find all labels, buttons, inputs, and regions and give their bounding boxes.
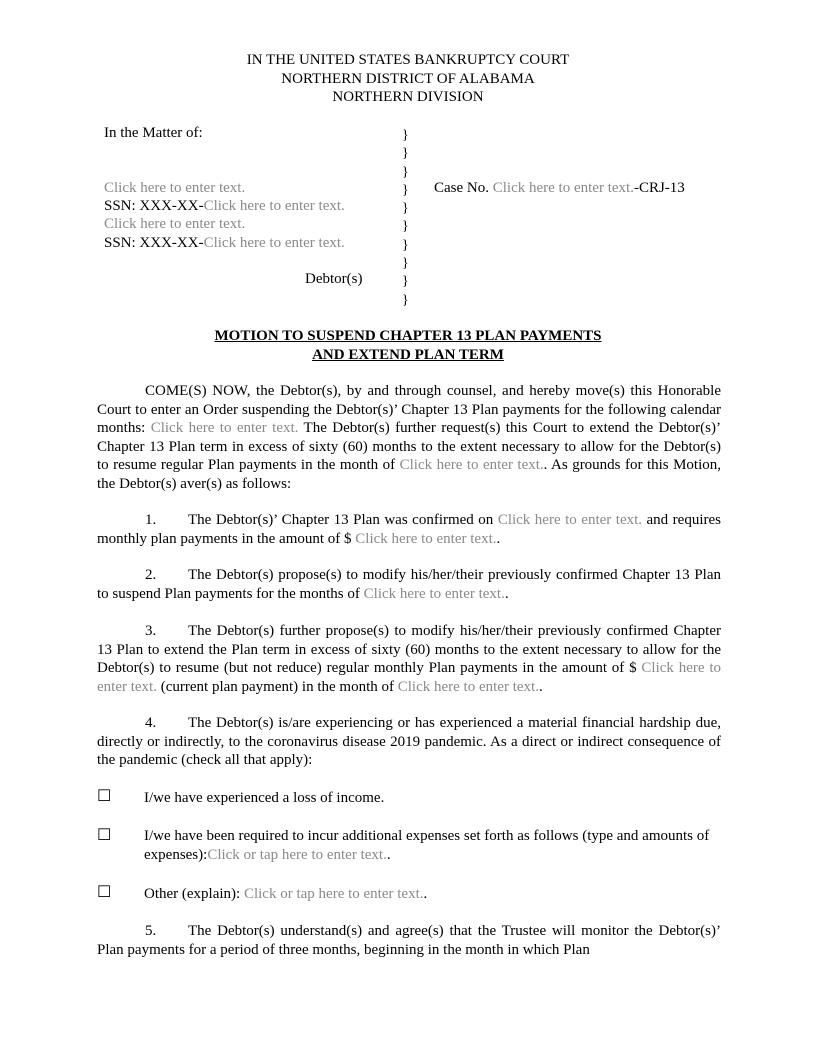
in-matter-of-label: In the Matter of:	[104, 125, 203, 141]
paragraph-number: 1.	[145, 512, 157, 528]
debtor2-ssn-field[interactable]: Click here to enter text.	[203, 235, 345, 251]
intro-paragraph: COME(S) NOW, the Debtor(s), by and through counsel, and hereby move(s) this Honorable Court to enter an Order suspending the Debtor(s)’ Chapter 13 Plan payments for the following calendar months: Click here to enter text. The Debtor(s) further request(s) this Court to extend the Debtor(s)’ Chapter 13 Plan term in excess of sixty (60) months to the extent necessary to allow for the Debtor(s) to resume regular Plan payments in the month of Click here to enter text.. As grounds for this Motion, the Debtor(s) aver(s) as follows:	[97, 383, 721, 492]
court-name: IN THE UNITED STATES BANKRUPTCY COURT	[246, 52, 570, 68]
motion-title-line2: AND EXTEND PLAN TERM	[312, 346, 504, 363]
paragraph-number: 2.	[145, 567, 157, 583]
debtor1-name-field[interactable]: Click here to enter text.	[104, 180, 246, 196]
court-division: NORTHERN DIVISION	[332, 89, 484, 105]
debtor1-ssn-field[interactable]: Click here to enter text.	[203, 198, 345, 214]
additional-expenses-label: I/we have been required to incur additional expenses set forth as follows (type and amounts of expenses):Click or tap here to enter text..	[144, 828, 710, 863]
additional-expenses-checkbox[interactable]: ☐	[97, 827, 112, 844]
court-district: NORTHERN DISTRICT OF ALABAMA	[281, 70, 535, 87]
caption-braces: } } } } } } } } } }	[402, 128, 409, 308]
case-number-field[interactable]: Click here to enter text.	[492, 180, 634, 196]
case-no-label: Case No.	[434, 180, 489, 196]
paragraph-number: 5.	[145, 923, 157, 939]
monthly-payment-field[interactable]: Click here to enter text.	[355, 530, 497, 547]
court-header	[0, 51, 816, 107]
paragraph-number: 4.	[145, 715, 157, 731]
paragraph-2: 2. The Debtor(s) propose(s) to modify his/her/their previously confirmed Chapter 13 Plan to suspend Plan payments for the months of Click here to enter text..	[97, 567, 721, 602]
motion-title	[0, 327, 816, 364]
debtor1-ssn-line	[104, 197, 345, 215]
suspend-months-field[interactable]: Click here to enter text.	[363, 585, 505, 602]
debtor2-ssn-line	[104, 234, 345, 252]
case-number-line	[434, 179, 685, 197]
current-plan-payment-field[interactable]: Click here to enter text.	[97, 660, 721, 695]
paragraph-4: 4. The Debtor(s) is/are experiencing or has experienced a material financial hardship due, directly or indirectly, to the coronavirus disease 2019 pandemic. As a direct or indirect consequence of the pandemic (check all that apply):	[97, 715, 721, 768]
paragraph-number: 3.	[145, 623, 157, 639]
ssn-prefix: SSN: XXX-XX-	[104, 235, 204, 251]
suspended-months-field[interactable]: Click here to enter text.	[150, 420, 299, 436]
paragraph-1: 1. The Debtor(s)’ Chapter 13 Plan was confirmed on Click here to enter text. and requires monthly plan payments in the amount of $ Click here to enter text..	[97, 512, 721, 547]
paragraph-5: 5. The Debtor(s) understand(s) and agree(s) that the Trustee will monitor the Debtor(s)’ Plan payments for a period of three months, beginning in the month in which Plan	[97, 923, 721, 958]
loss-of-income-checkbox[interactable]: ☐	[97, 788, 112, 805]
case-no-suffix: -CRJ-13	[633, 180, 685, 196]
resume-month-field[interactable]: Click here to enter text.	[399, 457, 544, 473]
debtors-label: Debtor(s)	[305, 271, 363, 287]
ssn-prefix: SSN: XXX-XX-	[104, 198, 204, 214]
confirmation-date-field[interactable]: Click here to enter text.	[497, 512, 643, 528]
paragraph-3: 3. The Debtor(s) further propose(s) to modify his/her/their previously confirmed Chapter 13 Plan to extend the Plan term in excess of sixty (60) months to the extent necessary to allow for the Debtor(s) to resume (but not reduce) regular monthly Plan payments in the amount of $ Click here to enter text. (current plan payment) in the month of Click here to enter text..	[97, 623, 721, 695]
other-explain-field[interactable]: Click or tap here to enter text.	[243, 886, 424, 902]
loss-of-income-label: I/we have experienced a loss of income.	[144, 790, 385, 806]
other-checkbox[interactable]: ☐	[97, 884, 112, 901]
resume-payment-month-field[interactable]: Click here to enter text.	[397, 678, 539, 695]
motion-title-line1: MOTION TO SUSPEND CHAPTER 13 PLAN PAYMENTS	[214, 328, 602, 344]
other-label: Other (explain): Click or tap here to enter text..	[144, 886, 428, 902]
expenses-field[interactable]: Click or tap here to enter text.	[207, 846, 387, 863]
debtor2-name-field[interactable]: Click here to enter text.	[104, 216, 246, 232]
